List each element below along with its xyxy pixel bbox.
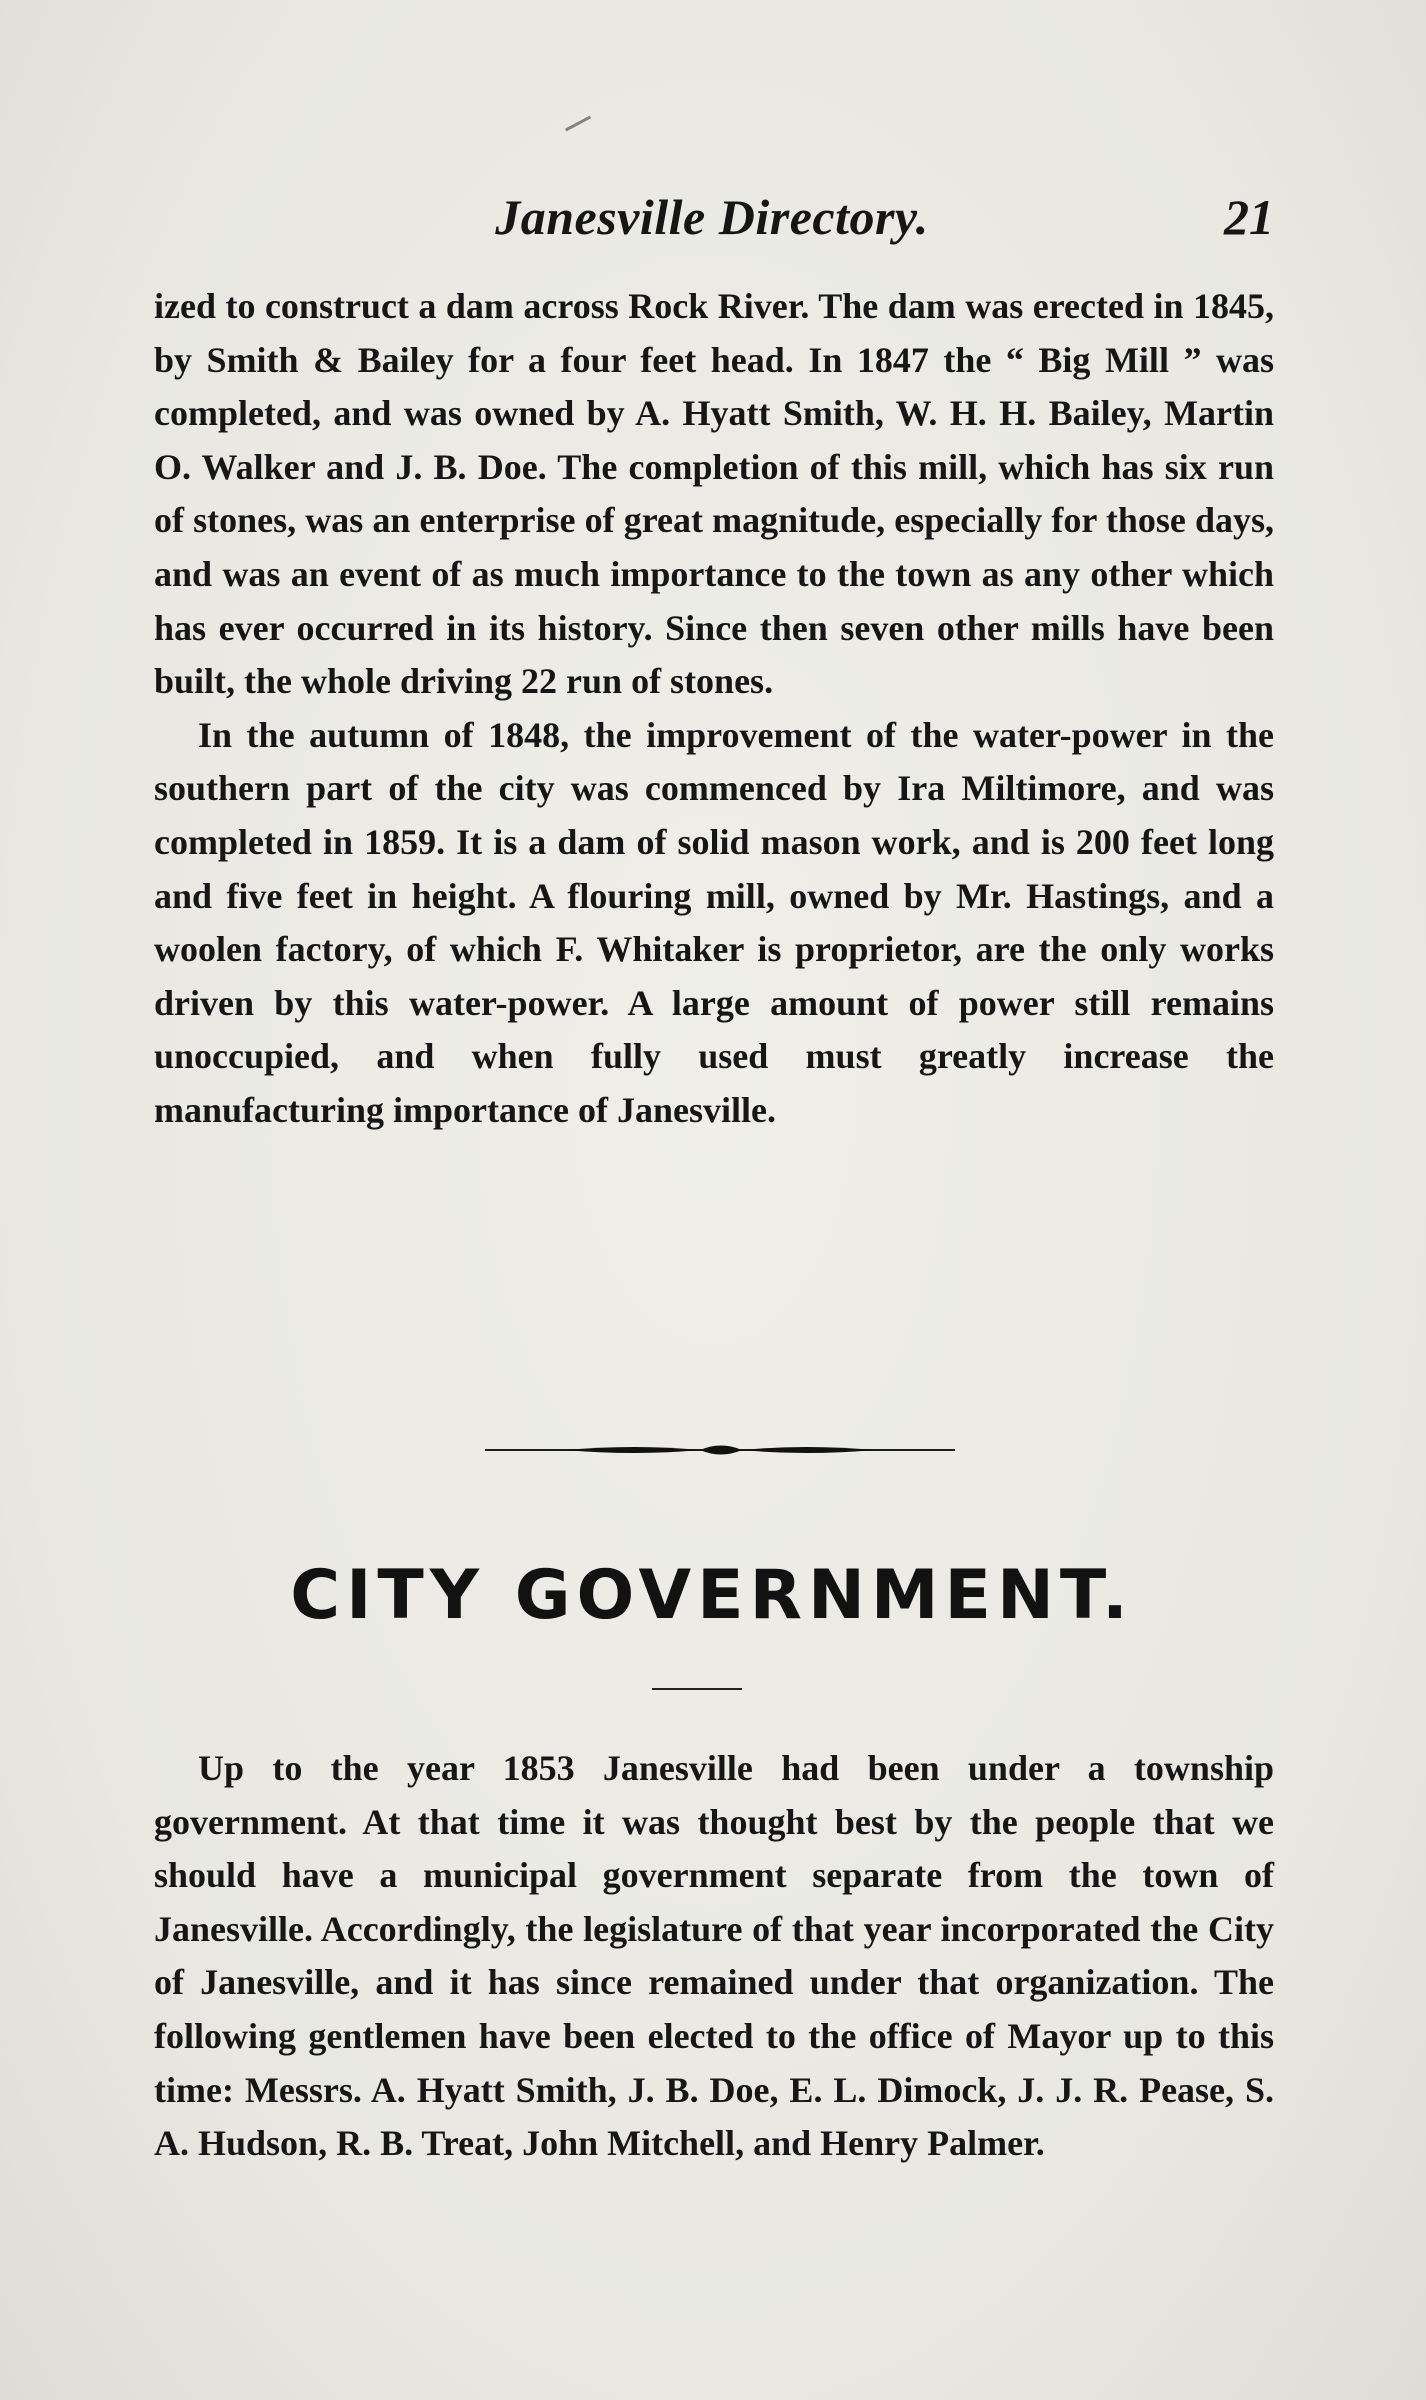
section-heading: CITY GOVERNMENT. (290, 1556, 1134, 1635)
paragraph-water-power: In the autumn of 1848, the improvement of the water-power in the southern part of the city was commenced by Ira Miltimore, and was completed in 1859. It is a dam of solid mason work, and is 200 feet long and five feet in height. A flouring mill, owned by Mr. Hastings, and a woolen factory, of which F. Whitaker is proprietor, are the only works driven by this water-power. A large amount of power still remains unoccupied, and when fully used must greatly increase the manufacturing importance of Janesville. (154, 714, 1274, 1130)
paragraph-dam-construction: ized to construct a dam across Rock River. The dam was erected in 1845, by Smith & Bailey for a four feet head. In 1847 the “ Big Mill ” was completed, and was owned by A. Hyatt Smith, W. H. H. Bailey, Martin O. Walker and J. B. Doe. The completion of this mill, which has six run of stones, was an enterprise of great magnitude, especially for those days, and was an event of as much importance to the town as any other which has ever occurred in its history. Since then seven other mills have been built, the whole driving 22 run of stones. (154, 286, 1274, 702)
paragraph-city-government: Up to the year 1853 Janesville had been under a township government. At that time it was thought best by the people that we should have a municipal government separate from the town of Janesville. Accordingly, the legislature of that year incorporated the City of Janesville, and it has since remained under that organization. The following gentlemen have been elected to the office of Mayor up to this time: Messrs. A. Hyatt Smith, J. B. Doe, E. L. Dimock, J. J. R. Pease, S. A. Hudson, R. B. Treat, John Mitchell, and Henry Palmer. (154, 1748, 1274, 2164)
page-speck (565, 116, 591, 132)
running-header (150, 188, 1274, 248)
running-title: Janesville Directory. (495, 189, 929, 245)
page-number: 21 (1224, 189, 1274, 245)
city-government-text (154, 1742, 1274, 2171)
heading-underline (652, 1688, 742, 1690)
ornamental-rule (485, 1438, 955, 1462)
history-text (154, 280, 1274, 1138)
